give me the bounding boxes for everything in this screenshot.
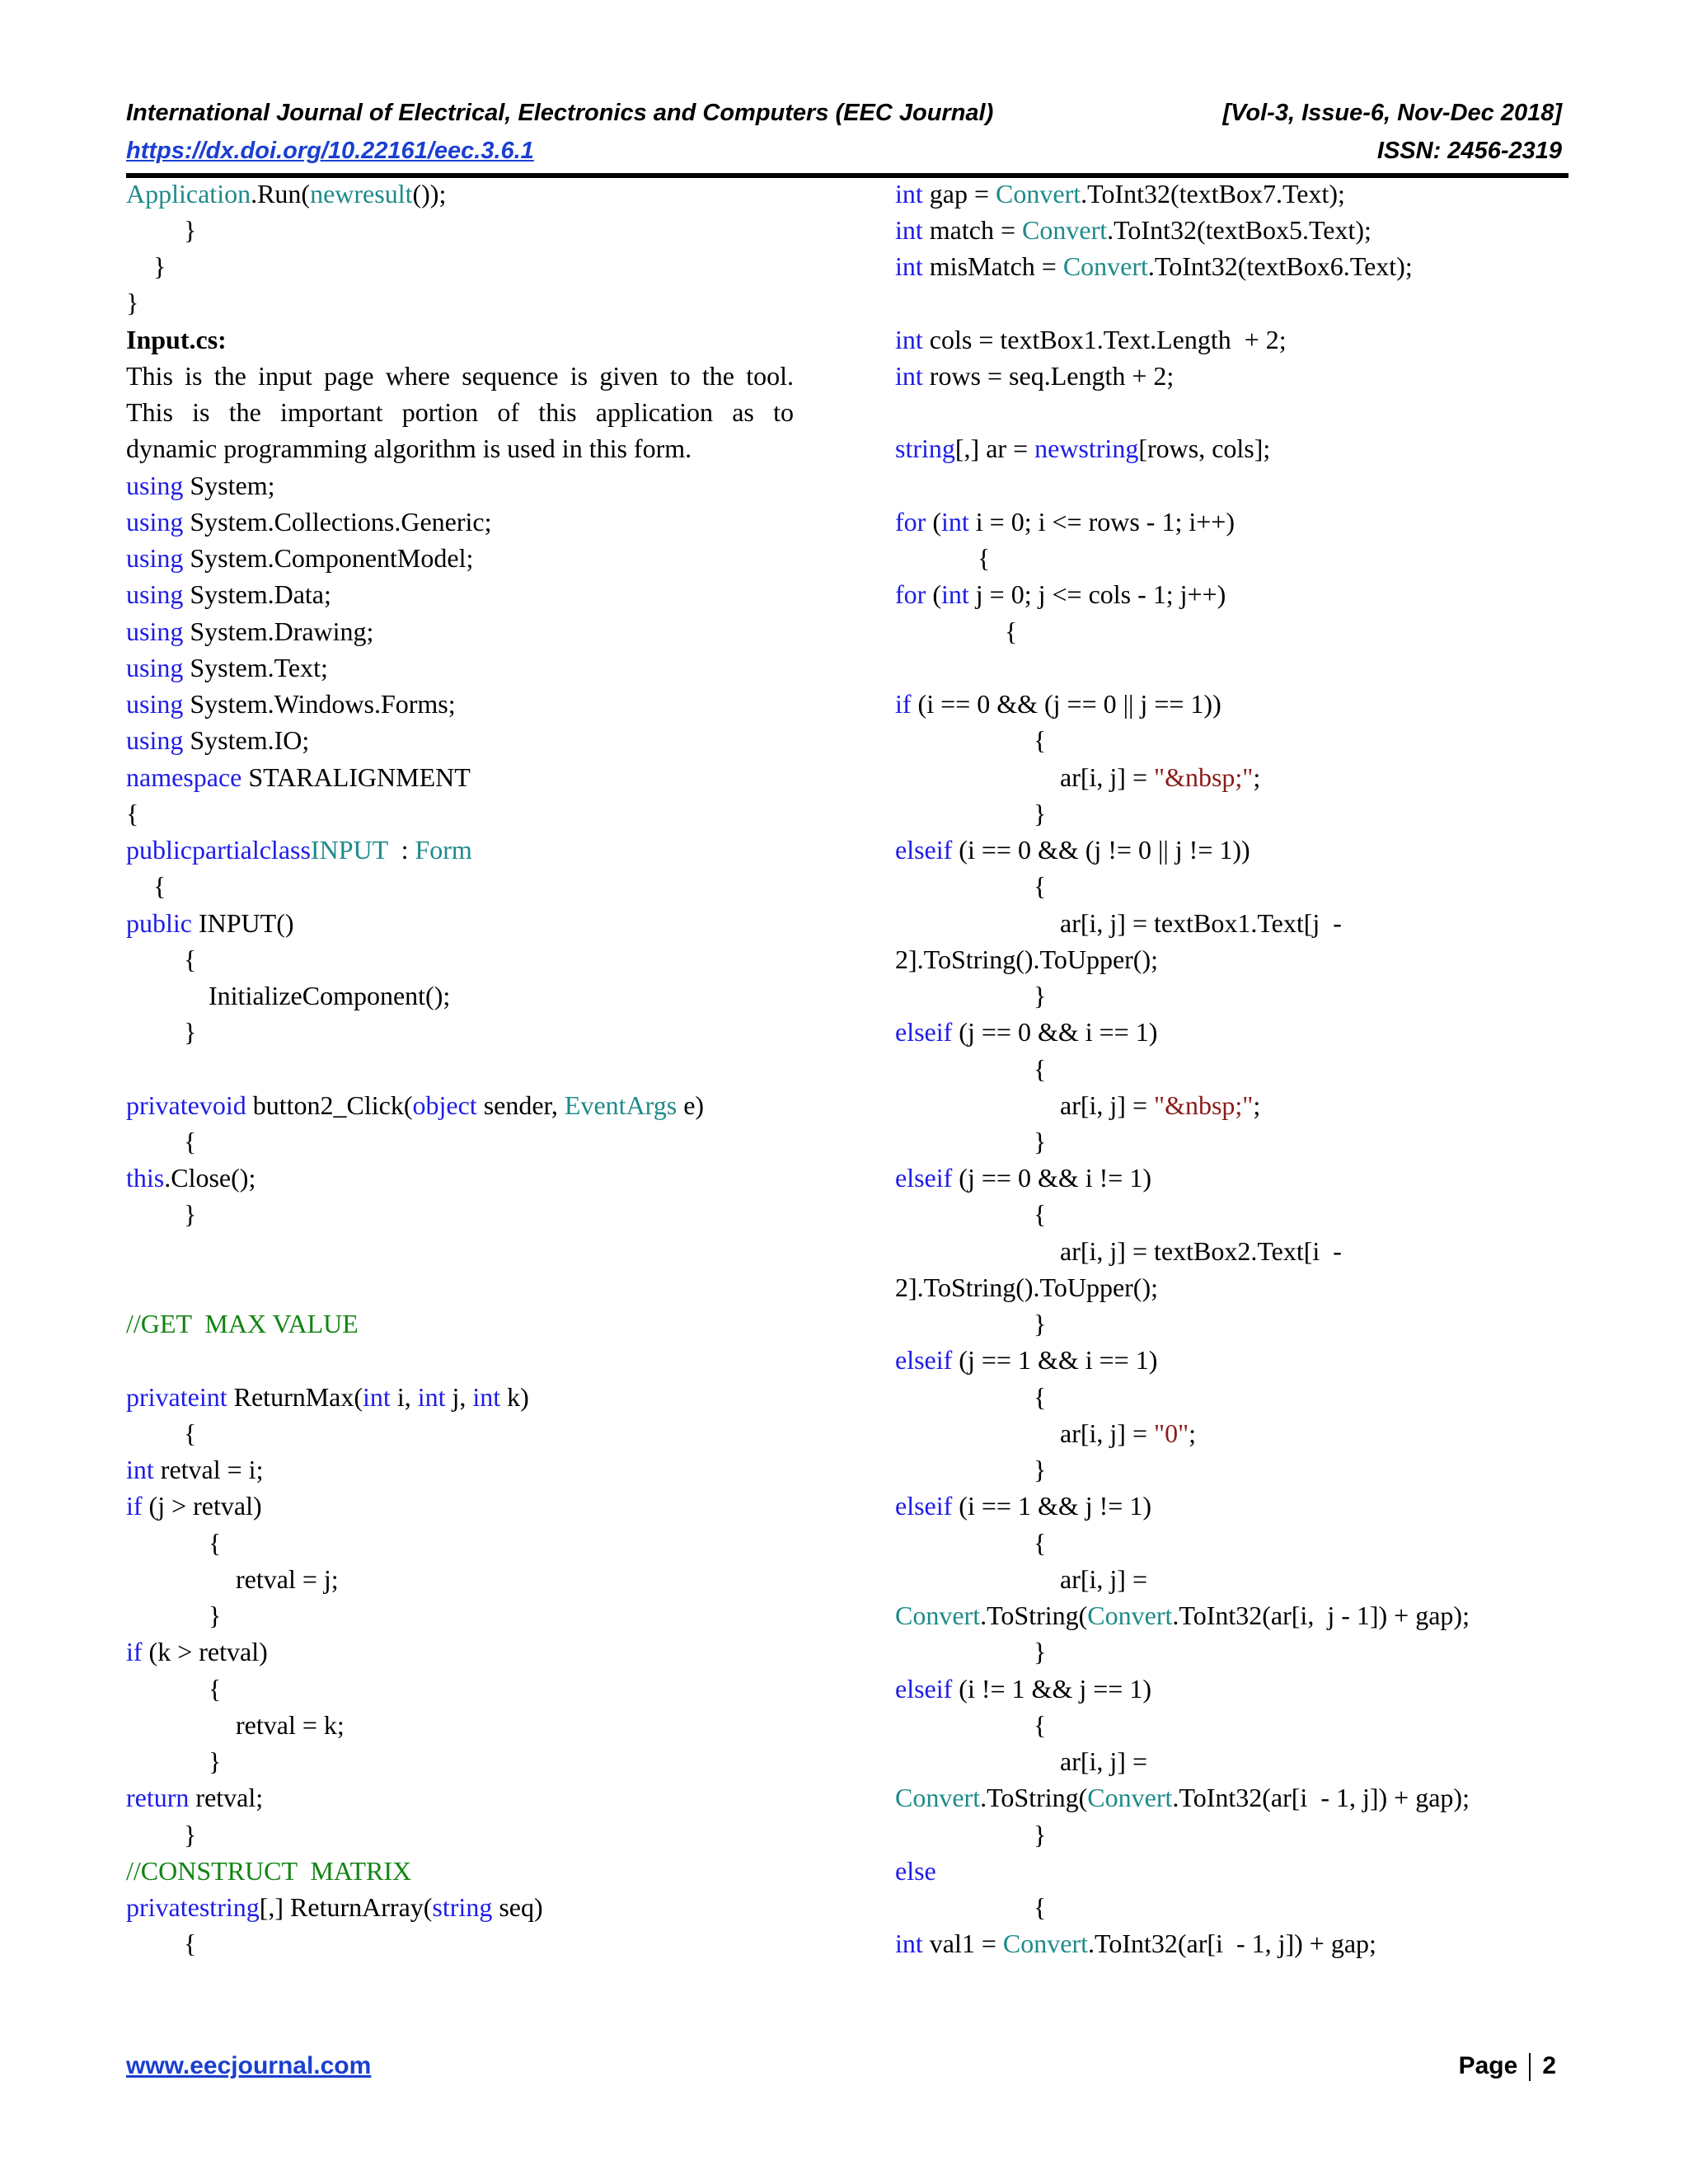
code-line: { [1034,1710,1047,1740]
code-line: { [1034,1382,1047,1412]
code-line: int rows = seq.Length + 2; [895,361,1175,391]
code-line: ar[i, j] = "0"; [1060,1418,1197,1448]
code-line: 2].ToString().ToUpper(); [895,944,1158,974]
code-line: using System; [126,471,275,500]
code-line: elseif (i == 0 && (j != 0 || j != 1)) [895,835,1250,865]
code-line: else [895,1856,936,1886]
code-line: elseif (i == 1 && j != 1) [895,1491,1151,1521]
code-line: elseif (j == 0 && i == 1) [895,1017,1158,1047]
code-line: } [1034,1309,1047,1338]
code-line: return retval; [126,1783,264,1812]
code-line: { [153,871,166,901]
code-line: } [1034,799,1047,828]
code-line: elseif (j == 0 && i != 1) [895,1163,1151,1193]
code-line: namespace STARALIGNMENT [126,762,471,792]
code-line: } [153,251,166,281]
code-line: using System.Text; [126,653,328,682]
code-line: 2].ToString().ToUpper(); [895,1272,1158,1302]
code-line: int val1 = Convert.ToInt32(ar[i - 1, j]) + gap; [895,1929,1376,1958]
code-line: ar[i, j] = [1060,1564,1147,1594]
code-line: using System.Data; [126,579,331,609]
code-line: { [209,1674,222,1704]
code-line: { [1034,871,1047,901]
code-line: } [1034,1637,1047,1666]
code-line: if (k > retval) [126,1637,268,1666]
code-line: } [1034,1820,1047,1849]
code-line: public INPUT() [126,908,294,938]
code-line: { [184,1929,197,1958]
code-line: } [184,1017,197,1047]
code-line: Convert.ToString(Convert.ToInt32(ar[i, j - 1]) + gap); [895,1601,1470,1630]
code-line: privatevoid button2_Click(object sender, EventArgs e) [126,1090,705,1120]
code-line: } [1034,981,1047,1010]
code-line: int cols = textBox1.Text.Length + 2; [895,325,1287,354]
code-line: ar[i, j] = textBox2.Text[i - [1060,1236,1342,1266]
code-line: retval = j; [236,1564,339,1594]
paragraph-line: dynamic programming algorithm is used in this form. [126,434,692,463]
code-line: { [1034,1199,1047,1229]
code-line: using System.IO; [126,725,310,755]
code-line: if (i == 0 && (j == 0 || j == 1)) [895,689,1221,719]
code-line: } [184,1820,197,1849]
code-line: int retval = i; [126,1455,264,1484]
code-line: { [126,799,139,828]
paragraph-line: This is the important portion of this application as to [126,397,794,427]
code-line: int gap = Convert.ToInt32(textBox7.Text); [895,179,1345,209]
code-line: { [184,1127,197,1156]
code-line: if (j > retval) [126,1491,262,1521]
page-separator [1529,2053,1531,2081]
page-number [1459,2052,1556,2081]
code-line: { [184,1418,197,1448]
section-heading: Input.cs: [126,325,227,354]
code-line: privatestring[,] ReturnArray(string seq) [126,1892,543,1922]
code-line: using System.ComponentModel; [126,543,474,573]
code-comment: //GET MAX VALUE [126,1309,359,1338]
code-line: this.Close(); [126,1163,256,1193]
code-line: { [1005,616,1018,646]
code-line: } [184,1199,197,1229]
code-line: ar[i, j] = "&nbsp;"; [1060,762,1261,792]
doi-link[interactable]: https://dx.doi.org/10.22161/eec.3.6.1 [126,138,534,164]
code-line: } [209,1601,222,1630]
code-line: using System.Collections.Generic; [126,507,492,537]
code-line: } [126,288,139,317]
journal-title: International Journal of Electrical, Electronics and Computers (EEC Journal) [126,100,994,126]
issn: ISSN: 2456-2319 [1376,138,1562,164]
code-line: elseif (i != 1 && j == 1) [895,1674,1151,1704]
code-line: ar[i, j] = [1060,1746,1147,1776]
footer-website-link[interactable]: www.eecjournal.com [126,2052,372,2079]
code-line: publicpartialclassINPUT : Form [126,835,472,865]
code-line: int match = Convert.ToInt32(textBox5.Text); [895,215,1372,245]
code-line: ar[i, j] = textBox1.Text[j - [1060,908,1342,938]
code-line: } [184,215,197,245]
code-line: for (int j = 0; j <= cols - 1; j++) [895,579,1226,609]
code-line: { [1034,1892,1047,1922]
code-line: { [1034,1528,1047,1558]
code-line: } [1034,1455,1047,1484]
code-line: string[,] ar = newstring[rows, cols]; [895,434,1271,463]
code-line: { [184,944,197,974]
code-line: ar[i, j] = "&nbsp;"; [1060,1090,1261,1120]
code-line: { [978,543,991,573]
code-line: elseif (j == 1 && i == 1) [895,1345,1158,1375]
code-line: } [209,1746,222,1776]
code-line: using System.Drawing; [126,616,374,646]
page-number-value: 2 [1542,2052,1556,2079]
code-line: Convert.ToString(Convert.ToInt32(ar[i - 1, j]) + gap); [895,1783,1470,1812]
code-line: for (int i = 0; i <= rows - 1; i++) [895,507,1235,537]
volume-issue: [Vol-3, Issue-6, Nov-Dec 2018] [1222,100,1562,126]
paragraph-line: This is the input page where sequence is given to the tool. [126,361,794,391]
code-line: { [1034,725,1047,755]
code-line: } [1034,1127,1047,1156]
code-line: { [1034,1054,1047,1084]
code-line: InitializeComponent(); [209,981,451,1010]
code-comment: //CONSTRUCT MATRIX [126,1856,412,1886]
code-line: Application.Run(newresult()); [126,179,447,209]
page-label: Page [1458,2052,1518,2079]
code-line: int misMatch = Convert.ToInt32(textBox6.Text); [895,251,1413,281]
code-line: using System.Windows.Forms; [126,689,456,719]
code-line: retval = k; [236,1710,345,1740]
code-line: privateint ReturnMax(int i, int j, int k) [126,1382,529,1412]
code-line: { [209,1528,222,1558]
